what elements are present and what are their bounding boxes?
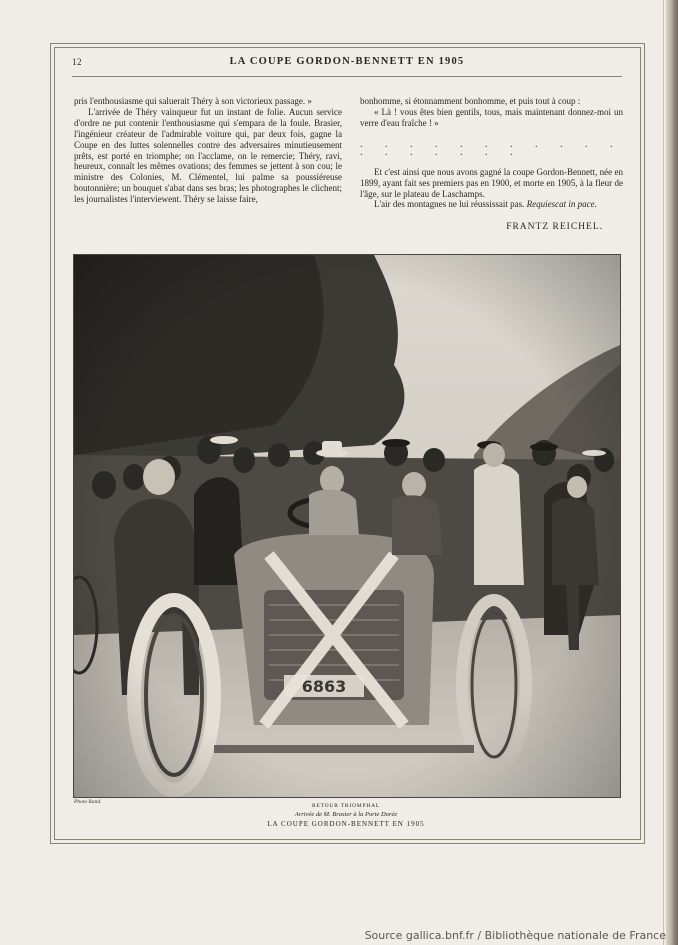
header-rule: [72, 76, 622, 77]
page-number: 12: [72, 57, 82, 67]
caption-line-3: LA COUPE GORDON-BENNETT EN 1905: [267, 820, 425, 828]
left-paragraph-2: L'arrivée de Théry vainqueur fut un instant de folie. Aucun service d'ordre ne put contenir l'enthousiasme qui s'empara de la foule. Brasier, l'ingénieur créateur de l'admirable voiture qui, par deux fois, gagne la Coupe en des luttes solennelles contre des adversaires minutieusement prêts, est porté en triomphe; on l'acclame, on le remercie; Théry, ravi, heureux, connaît les mêmes ovations; des femmes se jettent à son cou; le ministre des Colonies, M. Clémentel, lui palme sa poussiéreuse boutonnière; un bouquet s'abat dans ses bras; les photographes le clichent; les journalistes l'interviewent. Théry se laisse faire,: [74, 106, 342, 205]
author-signature: FRANTZ REICHEL.: [506, 222, 603, 233]
caption-line-2: Arrivée de M. Brasier à la Porte Dorée: [294, 811, 398, 818]
right-paragraph-3: Et c'est ainsi que nous avons gagné la coupe Gordon-Bennett, née en 1899, ayant fait ses premiers pas en 1900, et morte en 1905, à la fleur de l'âge, sur le plateau de Laschamps.: [360, 166, 623, 199]
right-paragraph-4: [360, 199, 623, 210]
running-header: [72, 57, 622, 71]
left-text-column: [74, 96, 342, 205]
caption-line-1: RETOUR TRIOMPHAL: [311, 803, 381, 809]
right-paragraph-4-text: L'air des montagnes ne lui réussissait pas.: [374, 199, 527, 210]
binding-shadow-line: [663, 0, 664, 945]
source-link[interactable]: Source gallica.bnf.fr / Bibliothèque nationale de France: [364, 929, 666, 942]
right-paragraph-1: bonhomme, si étonnamment bonhomme, et puis tout à coup :: [360, 96, 581, 106]
book-binding-edge: [666, 0, 678, 945]
right-text-column: [360, 96, 623, 233]
left-paragraph-1: pris l'enthousiasme qui saluerait Théry à son victorieux passage. »: [74, 96, 312, 106]
photo-caption: [73, 802, 619, 829]
photo-credit: Photo Rand.: [74, 799, 102, 805]
right-quote: « Là ! vous êtes bien gentils, tous, mais maintenant donnez-moi un verre d'eau fraîche ! »: [360, 106, 623, 128]
page-title: LA COUPE GORDON-BENNETT EN 1905: [229, 56, 465, 67]
requiescat-text: Requiescat in pace.: [526, 199, 597, 210]
race-car-photograph: [73, 254, 621, 798]
ellipsis-separator: . . . . . . . . . . . . . . . . . .: [360, 138, 623, 158]
